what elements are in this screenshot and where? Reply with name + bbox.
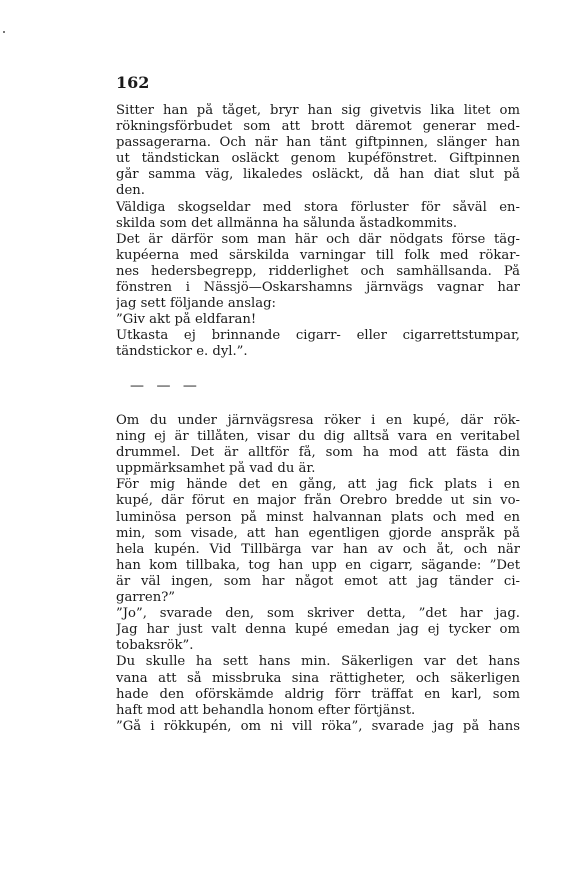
text-line: ”Jo”, svarade den, som skriver detta, ”det har jag. [116, 606, 520, 622]
text-line: Utkasta ej brinnande cigarr- eller cigarrettstumpar, [116, 328, 520, 344]
text-line: uppmärksamhet på vad du är. [116, 461, 316, 477]
text-line: Om du under järnvägsresa röker i en kupé, där rök- [116, 413, 520, 428]
text-line: drummel. Det är alltför få, som ha mod att fästa din [116, 445, 520, 461]
text-line: ”Gå i rökkupén, om ni vill röka”, svarade jag på hans [116, 718, 520, 734]
text-line: För mig hände det en gång, att jag fick plats i en [116, 477, 520, 493]
text-line: passagerarna. Och när han tänt giftpinnen, slänger han [116, 135, 520, 151]
text-line: Jag har just valt denna kupé emedan jag ej tycker om [116, 622, 520, 638]
text-line: rökningsförbudet som att brott däremot generar med- [116, 119, 520, 135]
text-line: den. [116, 183, 145, 199]
text-line: skilda som det allmänna ha sålunda åstadkommits. [116, 215, 458, 231]
text-line: ning ej är tillåten, visar du dig alltså vara en veritabel [116, 429, 520, 445]
text-line: tobaksrök”. [116, 638, 194, 654]
text-line: ut tändstickan osläckt genom kupéfönstret. Giftpinnen [116, 151, 520, 167]
text-line: luminösa person på minst halvannan plats och med en [116, 509, 520, 525]
text-line: garren?” [116, 590, 176, 606]
text-line: Du skulle ha sett hans min. Säkerligen var det hans [116, 654, 520, 670]
text-line: Sitter han på tåget, bryr han sig givetvis lika litet om [116, 103, 520, 118]
text-line: är väl ingen, som har något emot att jag tänder ci- [116, 573, 520, 589]
text-line: min, som visade, att han egentligen gjorde anspråk på [116, 525, 520, 541]
page-number: 162 [116, 73, 150, 92]
text-line: ”Giv akt på eldfaran! [116, 312, 257, 328]
text-line: hela kupén. Vid Tillbärga var han av och åt, och när [116, 541, 520, 557]
text-line: nes hedersbegrepp, ridderlighet och samhällsanda. På [116, 263, 520, 279]
text-line: går samma väg, likaledes osläckt, då han diat slut på [116, 167, 520, 183]
text-line: Det är därför som man här och där nödgats förse täg- [116, 231, 520, 247]
text-line: fönstren i Nässjö—Oskarshamns järnvägs vagnar har [116, 280, 520, 296]
text-line: hade den oförskämde aldrig förr träffat en karl, som [116, 686, 520, 702]
text-line: kupéerna med särskilda varningar till folk med rökar- [116, 247, 520, 263]
text-line: han kom tillbaka, tog han upp en cigarr, sägande: ”Det [116, 557, 520, 573]
text-line: kupé, där förut en major från Örebro bredde ut sin vo- [116, 493, 520, 509]
section-separator: — — — [130, 378, 201, 394]
text-line: tändstickor e. dyl.”. [116, 344, 248, 360]
text-line: Väldiga skogseldar med stora förluster för såväl en- [116, 199, 520, 215]
text-block-2 [116, 413, 520, 735]
text-line: jag sett följande anslag: [116, 296, 276, 312]
text-block-1 [116, 103, 520, 361]
text-line: vana att så missbruka sina rättigheter, och säkerligen [116, 670, 520, 686]
text-line: haft mod att behandla honom efter förtjänst. [116, 702, 416, 718]
scan-speck [3, 31, 5, 33]
